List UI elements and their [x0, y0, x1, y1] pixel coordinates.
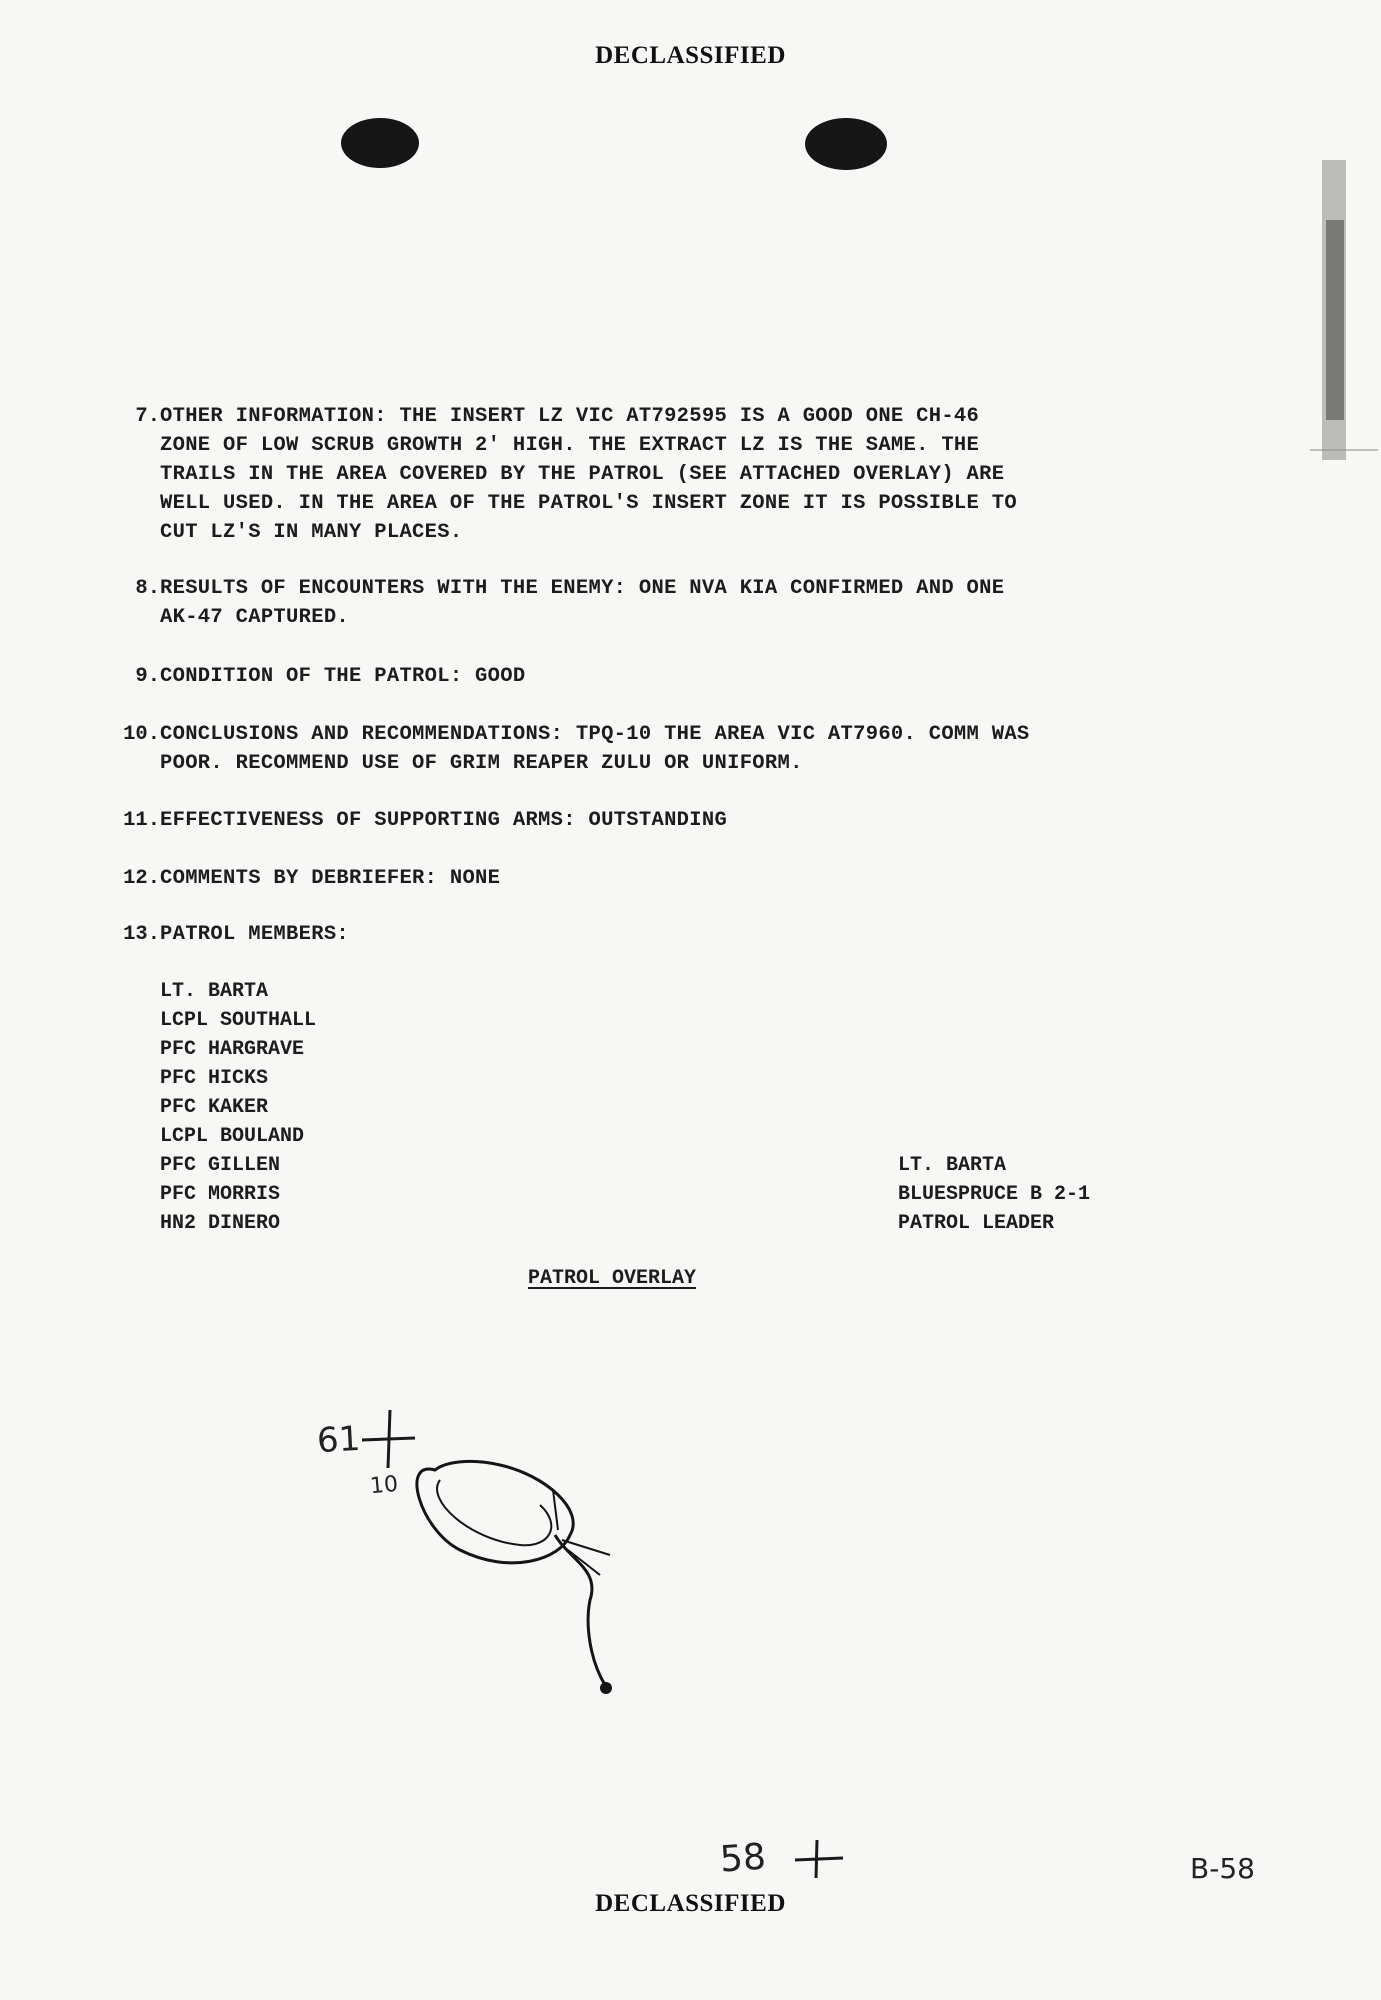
declassified-stamp-bottom: DECLASSIFIED — [595, 1890, 786, 1917]
paragraph-text: EFFECTIVENESS OF SUPPORTING ARMS: OUTSTANDING — [160, 809, 728, 832]
list-item: PFC MORRIS — [160, 1183, 281, 1206]
signature-name: LT. BARTA — [898, 1154, 1007, 1177]
signature-unit: BLUESPRUCE B 2-1 — [898, 1183, 1091, 1206]
patrol-members-list — [160, 977, 316, 1238]
grid-label-58: 58 — [718, 1836, 768, 1881]
list-item: HN2 DINERO — [160, 1212, 281, 1235]
patrol-overlay-title: PATROL OVERLAY — [528, 1267, 697, 1290]
grid-cross-bottom — [795, 1840, 843, 1878]
list-item: PFC HICKS — [160, 1067, 269, 1090]
list-item: LCPL BOULAND — [160, 1125, 305, 1148]
redaction-blob-left — [341, 118, 419, 168]
paragraph-other-information — [100, 402, 1160, 547]
list-item: LCPL SOUTHALL — [160, 1009, 317, 1032]
paragraph-number: 10. — [123, 723, 160, 746]
extraction-point — [600, 1682, 612, 1694]
grid-label-61: 61 — [315, 1418, 362, 1462]
paragraph-conclusions — [100, 720, 1160, 778]
redaction-blob-right — [805, 118, 887, 170]
list-item: PFC HARGRAVE — [160, 1038, 305, 1061]
paragraph-number: 8. — [135, 577, 160, 600]
list-item: LT. BARTA — [160, 980, 269, 1003]
paragraph-condition-of-patrol — [100, 662, 1160, 691]
patrol-route-inner — [437, 1480, 551, 1545]
grid-cross-top — [362, 1410, 415, 1468]
patrol-route-branch — [553, 1490, 610, 1575]
paragraph-number: 9. — [135, 665, 160, 688]
signature-block — [898, 1151, 1090, 1238]
paragraph-text: CONCLUSIONS AND RECOMMENDATIONS: TPQ-10 THE AREA VIC AT7960. COMM WAS POOR. RECOMMEND USE OF GRIM REAPER ZULU OR UNIFORM. — [160, 723, 1030, 775]
paragraph-results-of-encounters — [100, 574, 1160, 632]
signature-role: PATROL LEADER — [898, 1212, 1055, 1235]
paragraph-text: PATROL MEMBERS: — [160, 923, 350, 946]
grid-label-10: 10 — [368, 1471, 400, 1500]
paragraph-number: 7. — [135, 405, 160, 428]
paragraph-number: 11. — [123, 809, 160, 832]
paragraph-debriefer-comments — [100, 864, 1160, 893]
paragraph-supporting-arms — [100, 806, 1160, 835]
paragraph-text: OTHER INFORMATION: THE INSERT LZ VIC AT792595 IS A GOOD ONE CH-46 ZONE OF LOW SCRUB GROWTH 2' HIGH. THE EXTRACT LZ IS THE SAME. THE TRAILS IN THE AREA COVERED BY THE PATROL (SEE ATTACHED OVERLAY) ARE WELL USED. IN THE AREA OF THE PATROL'S INSERT ZONE IT IS POSSIBLE TO CUT LZ'S IN MANY PLACES. — [160, 405, 1017, 544]
scan-edge-smudge — [1300, 80, 1380, 480]
paragraph-text: COMMENTS BY DEBRIEFER: NONE — [160, 867, 501, 890]
paragraph-text: CONDITION OF THE PATROL: GOOD — [160, 665, 526, 688]
list-item: PFC GILLEN — [160, 1154, 281, 1177]
paragraph-text: RESULTS OF ENCOUNTERS WITH THE ENEMY: ONE NVA KIA CONFIRMED AND ONE AK-47 CAPTURED. — [160, 577, 1005, 629]
declassified-stamp-top: DECLASSIFIED — [595, 42, 786, 69]
paragraph-number: 12. — [123, 867, 160, 890]
patrol-route-loop — [417, 1461, 573, 1562]
page-number: B-58 — [1190, 1852, 1255, 1885]
patrol-route-tail — [555, 1535, 608, 1688]
paragraph-patrol-members — [100, 920, 1160, 949]
paragraph-number: 13. — [123, 923, 160, 946]
patrol-route-sketch — [300, 1400, 860, 1880]
list-item: PFC KAKER — [160, 1096, 269, 1119]
